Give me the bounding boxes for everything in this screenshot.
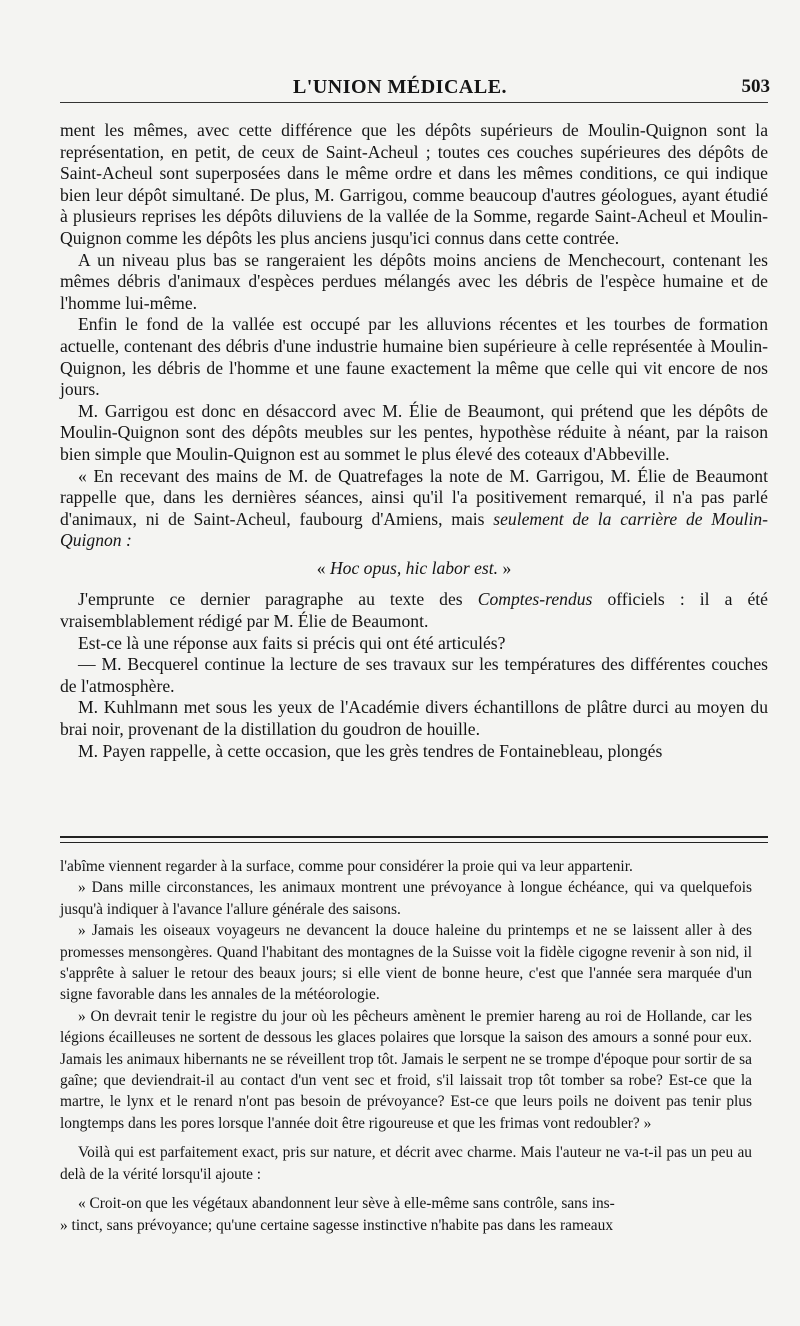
- paragraph-text: « En recevant des mains de M. de Quatrefages la note de M. Garrigou, M. Élie de Beaumont rappelle que, dans les dernières séances, ainsi qu'il l'a positivement remarqué, il n'a pas parlé d'animaux, ni de Saint-Acheul, faubourg d'Amiens, mais: [60, 465, 768, 529]
- paragraph: l'abîme viennent regarder à la surface, comme pour considérer la proie qui va leur appartenir.: [60, 858, 633, 875]
- paragraph: Est-ce là une réponse aux faits si précis qui ont été articulés?: [78, 632, 506, 653]
- paragraph: » On devrait tenir le registre du jour où les pêcheurs amènent le premier hareng au roi de Hollande, car les légions écailleuses ne sortent de dessous les glaces polaires que lorsque la saison des amours a sonné pour eux. Jamais les animaux hibernants ne se réveillent trop tôt. Jamais le serpent ne se trompe d'époque pour sortir de sa gaîne; que deviendrait-il au contact d'un vent sec et froid, s'il laissait trop tôt tomber sa robe? Est-ce que la martre, le lynx et le renard n'ont pas besoin de prévoyance? Est-ce que leurs poils ne doivent pas tenir plus longtemps dans les pores lorsque l'année doit être rigoureuse et que les frimas vont redoubler? »: [60, 1007, 752, 1132]
- paragraph: — M. Becquerel continue la lecture de ses travaux sur les températures des différentes couches de l'atmosphère.: [60, 654, 768, 696]
- paragraph: » Dans mille circonstances, les animaux montrent une prévoyance à longue échéance, qui va quelquefois jusqu'à indiquer à l'avance l'allure générale des saisons.: [60, 879, 752, 918]
- paragraph: Enfin le fond de la vallée est occupé par les alluvions récentes et les tourbes de formation actuelle, contenant des débris d'une industrie humaine bien supérieure à celle représentée à Moulin-Quignon, les débris de l'homme et une faune exactement la même que celle qui vit encore de nos jours.: [60, 314, 768, 400]
- paragraph: M. Payen rappelle, à cette occasion, que les grès tendres de Fontainebleau, plongés: [78, 740, 663, 761]
- paragraph-italic: seulement de la carrière de Moulin-Quignon :: [60, 508, 768, 551]
- paragraph-text: officiels : il a été vraisemblablement rédigé par M. Élie de Beaumont.: [60, 589, 768, 632]
- paragraph: » Jamais les oiseaux voyageurs ne devancent la douce haleine du printemps et ne se laissent aller à des promesses mensongères. Quand l'habitant des montagnes de la Suisse voit la fidèle cigogne revenir à son nid, il s'apprête à saluer le retour des beaux jours; si elle vient de bonne heure, c'est que l'année sera marquée d'un signe favorable dans les annales de la météorologie.: [60, 922, 752, 1004]
- paragraph: ment les mêmes, avec cette différence que les dépôts supérieurs de Moulin-Quignon sont la représentation, en petit, de ceux de Saint-Acheul ; toutes ces couches supérieures des dépôts de Saint-Acheul sont superposées dans le même ordre et dans les mêmes conditions, ce qui indique bien leur dépôt simultané. De plus, M. Garrigou, comme beaucoup d'autres géologues, ayant étudié à plusieurs reprises les dépôts diluviens de la vallée de la Somme, regarde Saint-Acheul et Moulin-Quignon comme les dépôts les plus anciens jusqu'ici connus dans cette contrée.: [60, 120, 768, 248]
- latin-quote: [60, 558, 768, 580]
- feuilleton-divider: [60, 836, 768, 843]
- running-header: [0, 72, 800, 102]
- quote-text: Hoc opus, hic labor est.: [329, 557, 499, 578]
- feuilleton-column: [60, 856, 752, 1236]
- paragraph: M. Garrigou est donc en désaccord avec M. Élie de Beaumont, qui prétend que les dépôts de Moulin-Quignon sont des dépôts meubles sur les pentes, hypothèse réduite à néant, par la raison bien simple que Moulin-Quignon est au sommet le plus élevé des coteaux d'Abbeville.: [60, 400, 768, 464]
- paragraph: [60, 589, 768, 632]
- paragraph: M. Kuhlmann met sous les yeux de l'Académie divers échantillons de plâtre durci au moyen du brai noir, provenant de la distillation du goudron de houille.: [60, 697, 768, 740]
- paragraph: « Croit-on que les végétaux abandonnent leur sève à elle-même sans contrôle, sans ins-: [78, 1195, 615, 1213]
- paragraph-text: J'emprunte ce dernier paragraphe au texte des: [78, 589, 478, 610]
- paragraph: Voilà qui est parfaitement exact, pris sur nature, et décrit avec charme. Mais l'auteur ne va-t-il pas un peu au delà de la vérité lorsqu'il ajoute :: [60, 1144, 752, 1183]
- main-article: [60, 120, 768, 762]
- paragraph: [60, 466, 768, 552]
- paragraph: » tinct, sans prévoyance; qu'une certaine sagesse instinctive n'habite pas dans les rameaux: [60, 1216, 614, 1234]
- page-number: 503: [741, 76, 770, 97]
- quote-close: »: [498, 557, 512, 578]
- header-rule: [60, 102, 768, 103]
- paragraph: A un niveau plus bas se rangeraient les dépôts moins anciens de Menchecourt, contenant les mêmes débris d'animaux d'espèces perdues mélangés avec les débris de l'espèce humaine et de l'homme lui-même.: [60, 249, 768, 313]
- quote-open: «: [316, 557, 330, 578]
- journal-title: L'UNION MÉDICALE.: [292, 76, 508, 98]
- paragraph-italic: Comptes-rendus: [477, 589, 593, 610]
